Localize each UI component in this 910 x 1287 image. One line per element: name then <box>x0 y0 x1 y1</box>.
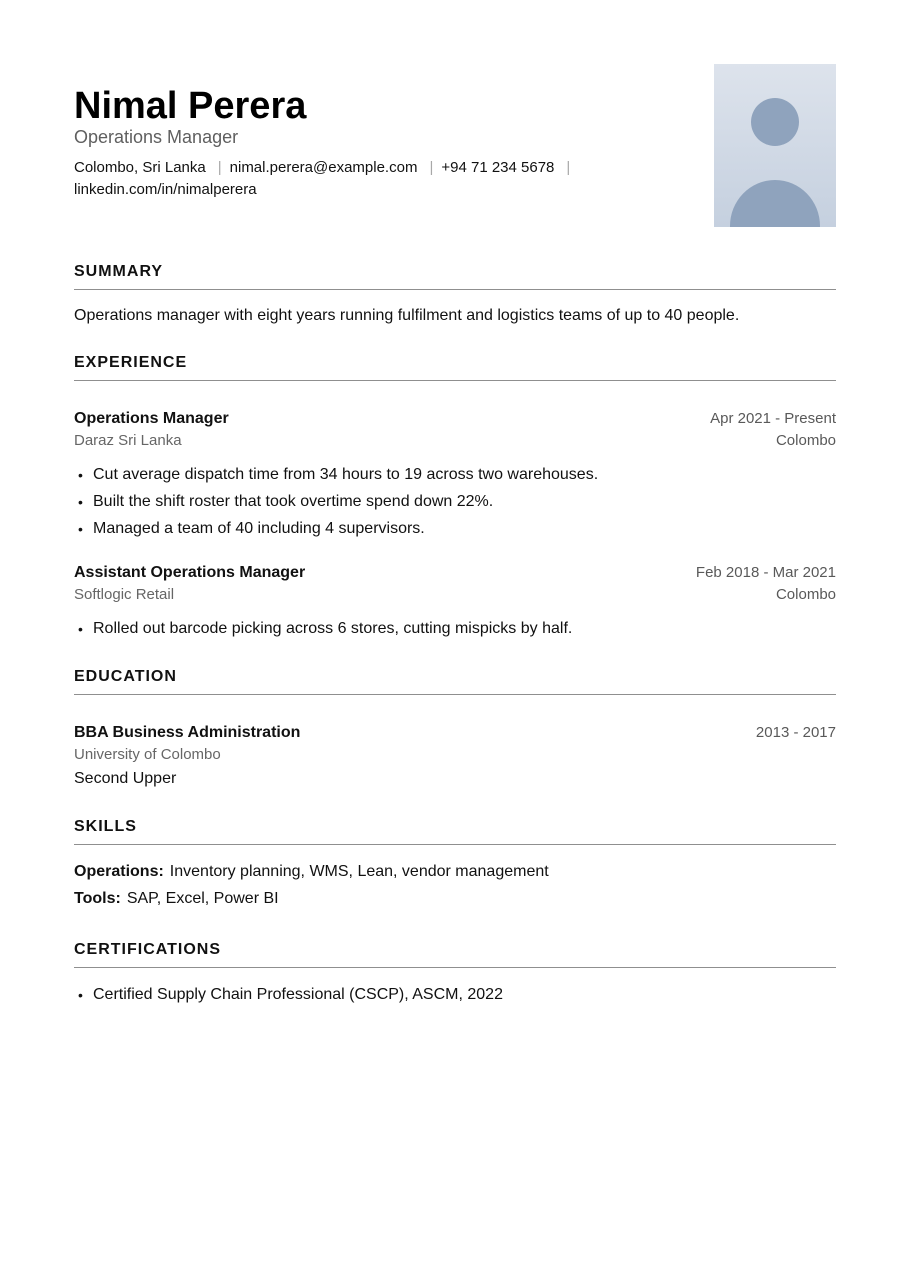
section-title-skills: SKILLS <box>74 818 137 835</box>
certification-list <box>74 985 836 1012</box>
certifications-section <box>74 940 836 1012</box>
experience-entry <box>74 563 836 646</box>
bullet-icon: • <box>78 467 83 483</box>
list-item <box>74 985 836 1012</box>
profile-photo <box>714 64 836 227</box>
skill-row <box>74 889 836 916</box>
job-title: Operations Manager <box>74 410 229 427</box>
skills-list <box>74 862 836 916</box>
section-title-summary: SUMMARY <box>74 263 164 280</box>
education-section <box>74 667 836 695</box>
section-title-certifications: CERTIFICATIONS <box>74 941 222 958</box>
list-item <box>74 465 836 492</box>
section-title-education: EDUCATION <box>74 668 177 685</box>
job-title: Assistant Operations Manager <box>74 564 306 581</box>
bullet-icon: • <box>78 621 83 637</box>
bullet-text: Cut average dispatch time from 34 hours to 19 across two warehouses. <box>93 466 599 483</box>
certification-text: Certified Supply Chain Professional (CSCP), ASCM, 2022 <box>93 986 503 1003</box>
section-divider <box>74 967 836 968</box>
contact-linkedin: linkedin.com/in/nimalperera <box>74 181 257 198</box>
contact-separator: | <box>566 159 571 176</box>
job-location: Colombo <box>775 586 836 603</box>
contact-separator: | <box>217 159 222 176</box>
section-divider <box>74 694 836 695</box>
person-avatar-icon <box>714 64 836 227</box>
school-name: University of Colombo <box>74 746 221 763</box>
bullet-icon: • <box>78 494 83 510</box>
candidate-role: Operations Manager <box>74 127 239 147</box>
degree-title: BBA Business Administration <box>74 724 301 741</box>
degree-detail: Second Upper <box>74 770 177 787</box>
bullet-text: Managed a team of 40 including 4 supervisors. <box>93 520 425 537</box>
contact-location: Colombo, Sri Lanka <box>74 159 206 176</box>
company-name: Softlogic Retail <box>74 586 175 603</box>
summary-text: Operations manager with eight years running fulfilment and logistics teams of up to 40 people. <box>74 307 740 324</box>
section-title-experience: EXPERIENCE <box>74 354 188 371</box>
skill-category: Tools: <box>74 890 121 907</box>
section-divider <box>74 844 836 845</box>
summary-section <box>74 262 836 326</box>
job-dates: Apr 2021 - Present <box>710 410 836 427</box>
education-dates: 2013 - 2017 <box>755 724 836 741</box>
candidate-name: Nimal Perera <box>74 85 307 127</box>
bullet-text: Built the shift roster that took overtime spend down 22%. <box>93 493 494 510</box>
bullet-icon: • <box>78 521 83 537</box>
skill-row <box>74 862 836 889</box>
job-achievements <box>74 465 836 546</box>
skill-values: Inventory planning, WMS, Lean, vendor management <box>169 863 549 880</box>
list-item <box>74 519 836 546</box>
contact-separator: | <box>429 159 434 176</box>
list-item <box>74 619 836 646</box>
skill-values: SAP, Excel, Power BI <box>126 890 279 907</box>
bullet-text: Rolled out barcode picking across 6 stores, cutting mispicks by half. <box>93 620 573 637</box>
experience-section <box>74 353 836 381</box>
list-item <box>74 492 836 519</box>
contact-line <box>74 157 614 201</box>
section-divider <box>74 380 836 381</box>
company-name: Daraz Sri Lanka <box>74 432 182 449</box>
job-dates: Feb 2018 - Mar 2021 <box>695 564 836 581</box>
education-entry <box>74 723 836 789</box>
job-achievements <box>74 619 836 646</box>
skills-section <box>74 817 836 916</box>
contact-phone: +94 71 234 5678 <box>441 159 555 176</box>
job-location: Colombo <box>775 432 836 449</box>
section-divider <box>74 289 836 290</box>
resume-header <box>74 0 836 228</box>
resume-page <box>74 0 836 1003</box>
contact-email: nimal.perera@example.com <box>229 159 418 176</box>
experience-entry <box>74 409 836 546</box>
skill-category: Operations: <box>74 863 164 880</box>
bullet-icon: • <box>78 987 83 1003</box>
